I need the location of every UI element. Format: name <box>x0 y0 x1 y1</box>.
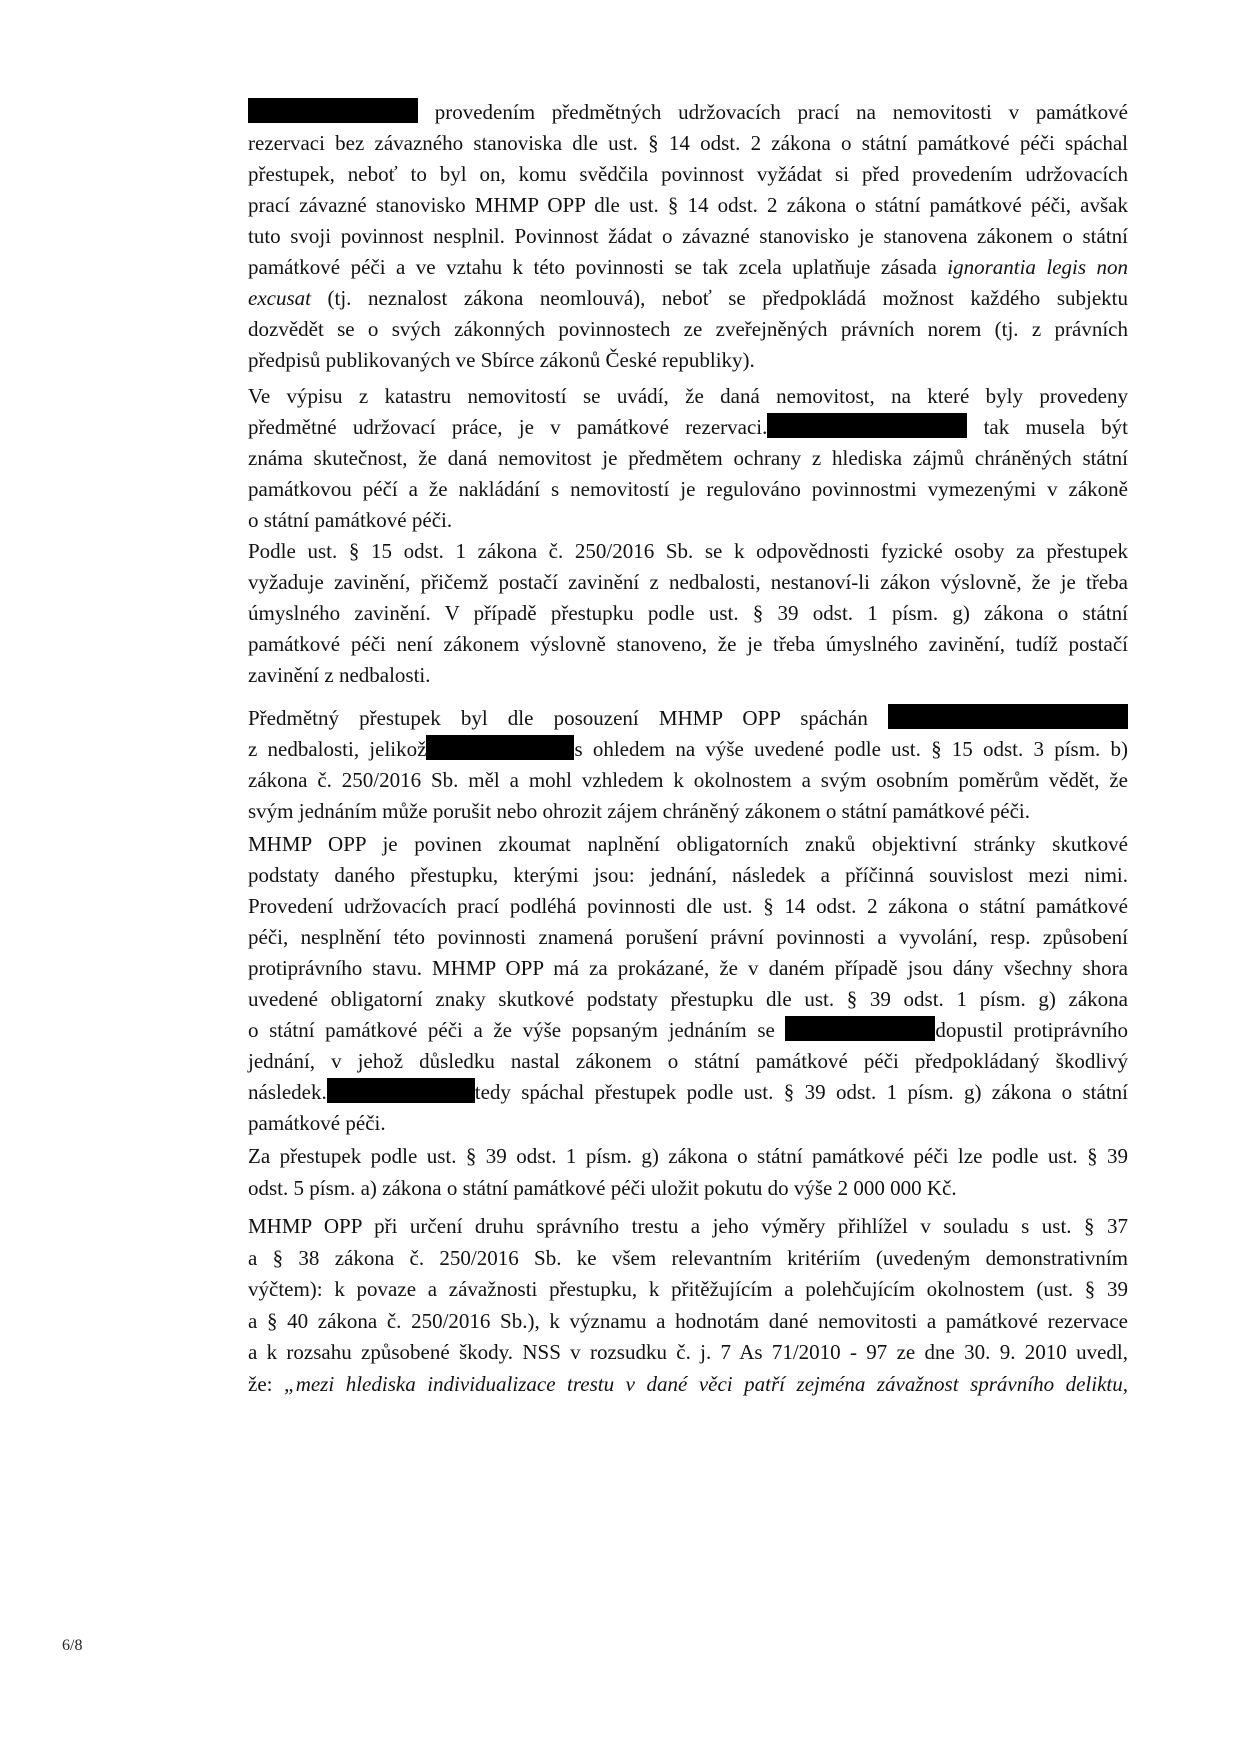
text-line <box>248 859 1128 891</box>
text-line <box>248 127 1128 159</box>
text-line <box>248 473 1128 505</box>
text-line <box>248 659 1128 691</box>
text-segment: následek. <box>248 1080 327 1104</box>
text-segment: památkové péči není zákonem výslovně stanoveno, že je třeba úmyslného zavinění, tudíž postačí <box>248 632 1128 656</box>
text-segment: jednání, v jehož důsledku nastal zákonem o státní památkové péči předpokládaný škodlivý <box>248 1049 1128 1073</box>
text-line <box>248 1210 1128 1242</box>
text-segment: s ohledem na výše uvedené podle ust. § 15 odst. 3 písm. b) <box>574 737 1128 761</box>
text-segment: MHMP OPP je povinen zkoumat naplnění obligatorních znaků objektivní stránky skutkové <box>248 832 1128 856</box>
text-segment: Provedení udržovacích prací podléhá povinnosti dle ust. § 14 odst. 2 zákona o státní památkové <box>248 894 1128 918</box>
text-line <box>248 1076 1128 1108</box>
text-line <box>248 566 1128 598</box>
text-line <box>248 1140 1128 1172</box>
text-segment: předmětné udržovací práce, je v památkové rezervaci. <box>248 415 768 439</box>
redaction-block <box>785 1016 935 1041</box>
text-line <box>248 189 1128 221</box>
page-number: 6/8 <box>62 1637 83 1654</box>
redaction-block <box>327 1078 475 1103</box>
text-segment: protiprávního stavu. MHMP OPP má za prokázané, že v daném případě jsou dány všechny shora <box>248 956 1128 980</box>
text-line <box>248 952 1128 984</box>
text-line <box>248 1305 1128 1337</box>
text-segment: provedením předmětných udržovacích prací na nemovitosti v památkové <box>418 100 1128 124</box>
text-segment: předpisů publikovaných ve Sbírce zákonů České republiky). <box>248 348 755 372</box>
text-segment: památkové péči. <box>248 1111 386 1135</box>
text-line <box>248 1242 1128 1274</box>
text-segment: z nedbalosti, jelikož <box>248 737 427 761</box>
text-segment: známa skutečnost, že daná nemovitost je předmětem ochrany z hlediska zájmů chráněných státní <box>248 446 1128 470</box>
text-line <box>248 1368 1128 1400</box>
text-segment: úmyslného zavinění. V případě přestupku podle ust. § 39 odst. 1 písm. g) zákona o státní <box>248 601 1128 625</box>
text-segment: podstaty daného přestupku, kterými jsou: jednání, následek a příčinná souvislost mezi nimi. <box>248 863 1128 887</box>
text-segment: uvedené obligatorní znaky skutkové podstaty přestupku dle ust. § 39 odst. 1 písm. g) zákona <box>248 987 1128 1011</box>
text-line <box>248 442 1128 474</box>
text-line <box>248 890 1128 922</box>
redaction-block <box>767 413 967 438</box>
redaction-block <box>888 704 1128 729</box>
text-segment: památkovou péčí a že nakládání s nemovitostí je regulováno povinnostmi vymezenými v zákoně <box>248 477 1128 501</box>
text-segment: tuto svoji povinnost nesplnil. Povinnost žádat o závazné stanovisko je stanovena zákonem o státní <box>248 224 1128 248</box>
text-line <box>248 795 1128 827</box>
text-segment: a k rozsahu způsobené škody. NSS v rozsudku č. j. 7 As 71/2010 - 97 ze dne 30. 9. 2010 uvedl, <box>248 1340 1128 1364</box>
text-segment: zavinění z nedbalosti. <box>248 663 431 687</box>
text-line <box>248 1172 1128 1204</box>
text-segment: a § 40 zákona č. 250/2016 Sb.), k významu a hodnotám dané nemovitosti a památkové rezervace <box>248 1308 1128 1333</box>
text-line <box>248 1336 1128 1368</box>
text-line <box>248 921 1128 953</box>
text-segment: MHMP OPP při určení druhu správního trestu a jeho výměry přihlížel v souladu s ust. § 37 <box>248 1214 1128 1238</box>
text-line <box>248 1107 1128 1139</box>
text-segment: o státní památkové péči a že výše popsaným jednáním se <box>248 1018 786 1042</box>
text-line <box>248 733 1128 765</box>
italic-text: excusat <box>248 286 311 310</box>
text-line <box>248 1045 1128 1077</box>
text-line <box>248 504 1128 536</box>
text-segment: Ve výpisu z katastru nemovitostí se uvádí, že daná nemovitost, na které byly provedeny <box>248 384 1128 408</box>
text-line <box>248 628 1128 660</box>
text-line <box>248 313 1128 345</box>
text-line <box>248 344 1128 376</box>
text-segment: rezervaci bez závazného stanoviska dle ust. § 14 odst. 2 zákona o státní památkové péči spáchal <box>248 131 1128 155</box>
text-segment: svým jednáním může porušit nebo ohrozit zájem chráněný zákonem o státní památkové péči. <box>248 799 1031 823</box>
text-segment: vyžaduje zavinění, přičemž postačí zavinění z nedbalosti, nestanoví-li zákon výslovně, že je třeba <box>248 570 1128 594</box>
italic-text: ignorantia legis non <box>947 255 1128 279</box>
text-line <box>248 282 1128 314</box>
text-segment: tak musela být <box>967 415 1128 439</box>
text-segment: tedy spáchal přestupek podle ust. § 39 odst. 1 písm. g) zákona o státní <box>474 1080 1128 1104</box>
text-segment: a § 38 zákona č. 250/2016 Sb. ke všem relevantním kritériím (uvedeným demonstrativním <box>248 1245 1128 1270</box>
text-line <box>248 96 1128 128</box>
text-line <box>248 1273 1128 1305</box>
text-segment: dopustil protiprávního <box>935 1018 1128 1042</box>
text-line <box>248 1014 1128 1046</box>
text-segment: památkové péči a ve vztahu k této povinnosti se tak zcela uplatňuje zásada <box>248 255 948 279</box>
text-segment: přestupek, neboť to byl on, komu svědčila povinnost vyžádat si před provedením udržovacích <box>248 162 1128 186</box>
text-segment: (tj. neznalost zákona neomlouvá), neboť se předpokládá možnost každého subjektu <box>310 286 1128 310</box>
text-segment: výčtem): k povaze a závažnosti přestupku, k přitěžujícím a polehčujícím okolnostem (ust. § 39 <box>248 1277 1128 1301</box>
text-segment: o státní památkové péči. <box>248 508 453 532</box>
redaction-block <box>248 98 418 123</box>
text-segment: odst. 5 písm. a) zákona o státní památkové péči uložit pokutu do výše 2 000 000 Kč. <box>248 1175 957 1200</box>
text-line <box>248 597 1128 629</box>
text-line <box>248 702 1128 734</box>
text-segment: Za přestupek podle ust. § 39 odst. 1 písm. g) zákona o státní památkové péči lze podle ust. § 39 <box>248 1144 1128 1168</box>
text-line <box>248 828 1128 860</box>
text-line <box>248 411 1128 443</box>
text-line <box>248 251 1128 283</box>
text-segment: dozvědět se o svých zákonných povinnostech ze zveřejněných právních norem (tj. z právních <box>248 317 1128 341</box>
text-line <box>248 220 1128 252</box>
text-segment: Předmětný přestupek byl dle posouzení MHMP OPP spáchán <box>248 706 888 730</box>
text-segment: Podle ust. § 15 odst. 1 zákona č. 250/2016 Sb. se k odpovědnosti fyzické osoby za přestupek <box>248 539 1128 563</box>
text-line <box>248 158 1128 190</box>
text-line <box>248 535 1128 567</box>
text-segment: že: <box>248 1371 285 1396</box>
text-segment: prací závazné stanovisko MHMP OPP dle ust. § 14 odst. 2 zákona o státní památkové péči, avšak <box>248 193 1128 217</box>
text-line <box>248 983 1128 1015</box>
redaction-block <box>426 735 574 760</box>
text-segment: zákona č. 250/2016 Sb. měl a mohl vzhledem k okolnostem a svým osobním poměrům vědět, že <box>248 768 1128 792</box>
text-segment: péči, nesplnění této povinnosti znamená porušení právní povinnosti a vyvolání, resp. způsobení <box>248 925 1128 949</box>
text-line <box>248 380 1128 412</box>
text-line <box>248 764 1128 796</box>
italic-text: „mezi hlediska individualizace trestu v dané věci patří zejména závažnost správního deliktu, <box>284 1371 1128 1396</box>
